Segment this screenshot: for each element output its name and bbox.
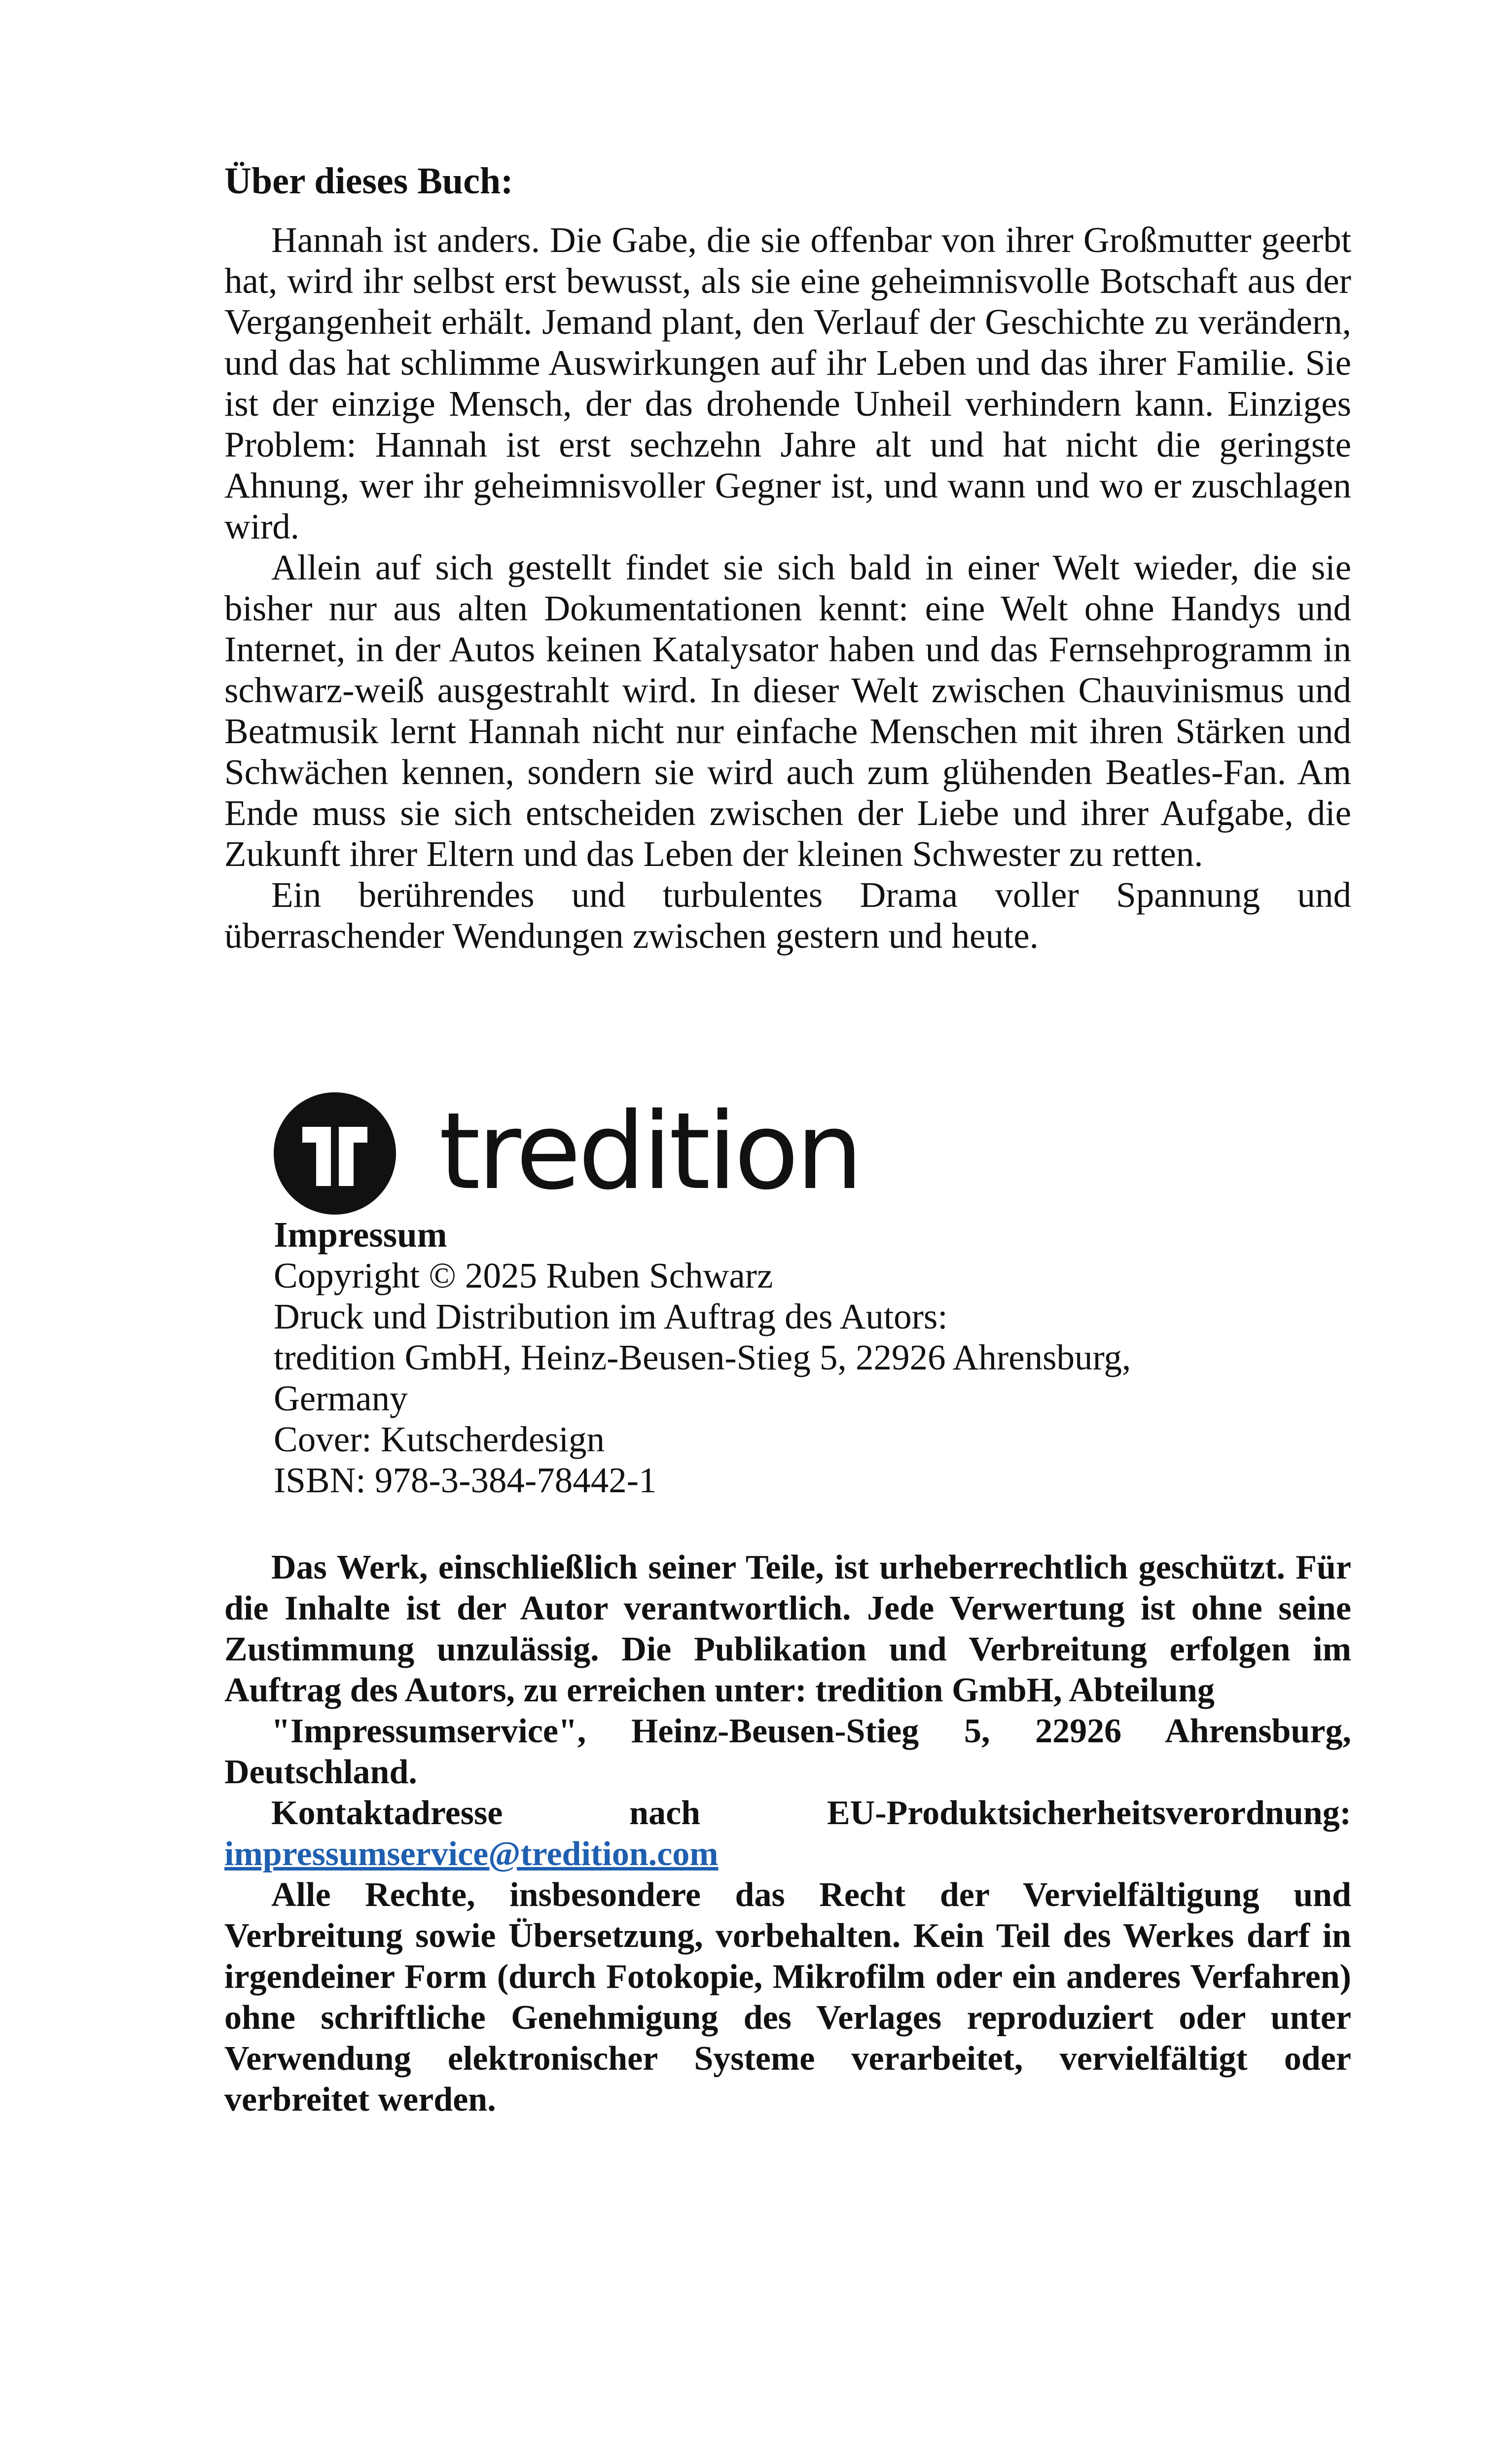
legal-notice [224, 1547, 1351, 2120]
impressum-block [274, 1214, 1351, 1501]
impressum-line: Druck und Distribution im Auftrag des Autors: [274, 1296, 948, 1336]
impressum-line: Cover: Kutscherdesign [274, 1419, 605, 1459]
about-paragraph: Ein berührendes und turbulentes Drama voller Spannung und überraschender Wendungen zwischen gestern und heute. [224, 875, 1351, 956]
about-heading: Über dieses Buch: [224, 160, 513, 202]
impressum-line: tredition GmbH, Heinz-Beusen-Stieg 5, 22926 Ahrensburg, [274, 1337, 1131, 1377]
about-text [224, 219, 1351, 956]
tredition-logo-icon [274, 1092, 396, 1215]
legal-paragraph: Das Werk, einschließlich seiner Teile, ist urheberrechtlich geschützt. Für die Inhalte ist der Autor verantwortlich. Jede Verwertung ist ohne seine Zustimmung unzulässig. Die Publikation und Verbreitung erfolgen im Auftrag des Autors, zu erreichen unter: tredition GmbH, Abteilung [224, 1548, 1351, 1709]
impressum-title: Impressum [274, 1215, 447, 1255]
legal-paragraph: Alle Rechte, insbesondere das Recht der Vervielfältigung und Verbreitung sowie Übersetzung, vorbehalten. Kein Teil des Werkes darf in irgendeiner Form (durch Fotokopie, Mikrofilm oder ein anderes Verfahren) ohne schriftliche Genehmigung des Verlages reproduziert oder unter Verwendung elektronischer Systeme verarbeitet, vervielfältigt oder verbreitet werden. [224, 1876, 1351, 2119]
about-paragraph: Allein auf sich gestellt findet sie sich bald in einer Welt wieder, die sie bisher nur aus alten Dokumentationen kennt: eine Welt ohne Handys und Internet, in der Autos keinen Katalysator haben und das Fernsehprogramm in schwarz-weiß ausgestrahlt wird. In dieser Welt zwischen Chauvinismus und Beatmusik lernt Hannah nicht nur einfache Menschen mit ihren Stärken und Schwächen kennen, sondern sie wird auch zum glühenden Beatles-Fan. Am Ende muss sie sich entscheiden zwischen der Liebe und ihrer Aufgabe, die Zukunft ihrer Eltern und das Leben der kleinen Schwester zu retten. [224, 547, 1351, 874]
contact-label: Kontaktadresse nach EU-Produktsicherheitsverordnung: [271, 1794, 1351, 1832]
about-paragraph: Hannah ist anders. Die Gabe, die sie offenbar von ihrer Großmutter geerbt hat, wird ihr selbst erst bewusst, als sie eine geheimnisvolle Botschaft aus der Vergangenheit erhält. Jemand plant, den Verlauf der Geschichte zu verändern, und das hat schlimme Auswirkungen auf ihr Leben und das ihrer Familie. Sie ist der einzige Mensch, der das drohende Unheil verhindern kann. Einziges Problem: Hannah ist erst sechzehn Jahre alt und hat nicht die geringste Ahnung, wer ihr geheimnisvoller Gegner ist, und wann und wo er zuschlagen wird. [224, 220, 1351, 546]
impressum-line: Germany [274, 1378, 408, 1418]
tredition-logo [274, 1090, 915, 1218]
contact-email-link[interactable]: impressumservice@tredition.com [224, 1835, 719, 1873]
legal-paragraph: "Impressumservice", Heinz-Beusen-Stieg 5, 22926 Ahrensburg, Deutschland. [224, 1712, 1351, 1791]
tredition-wordmark: tredition [439, 1089, 861, 1213]
impressum-line: Copyright © 2025 Ruben Schwarz [274, 1256, 773, 1295]
impressum-isbn: ISBN: 978-3-384-78442-1 [274, 1460, 657, 1500]
